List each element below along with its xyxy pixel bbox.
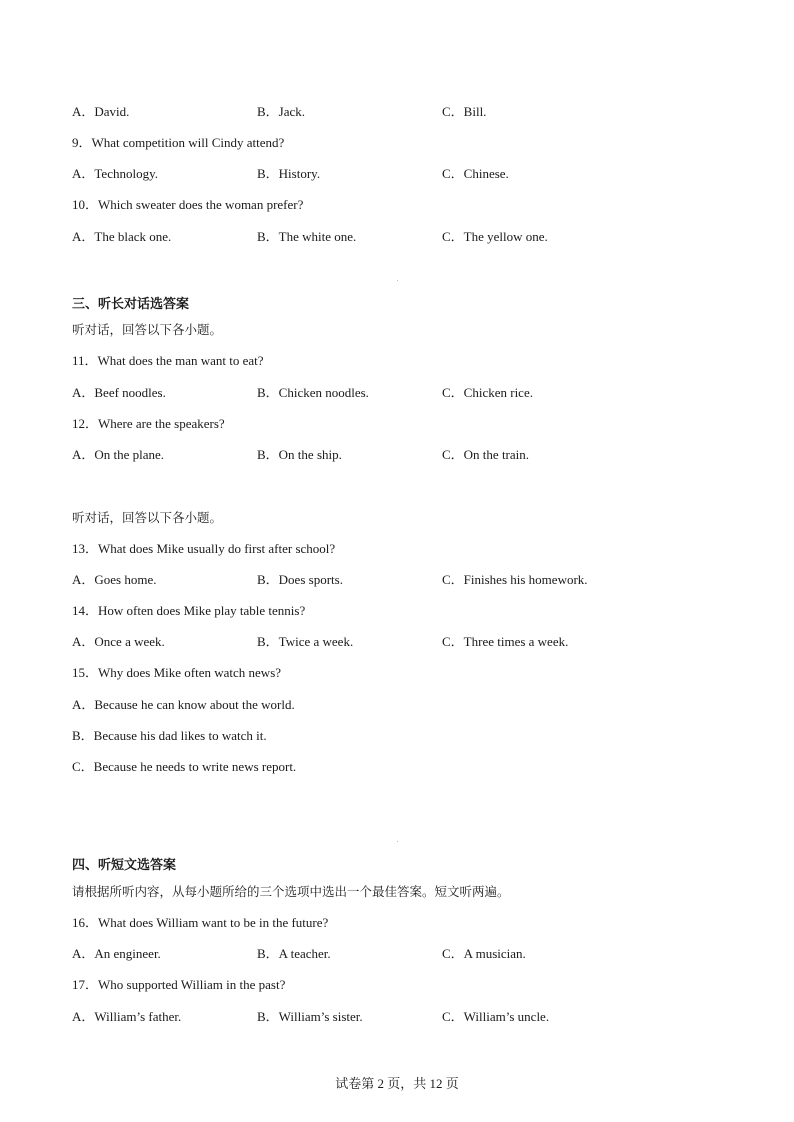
q10-option-c: C．The yellow one. — [442, 229, 548, 244]
section3-instruction-1: 听对话，回答以下各小题。 — [72, 322, 223, 337]
q12-option-b: B．On the ship. — [257, 447, 342, 462]
q15-question: 15．Why does Mike often watch news? — [72, 665, 282, 680]
q13-option-c: C．Finishes his homework. — [442, 572, 588, 587]
q9-option-c: C．Chinese. — [442, 166, 509, 181]
q16-option-b: B．A teacher. — [257, 946, 331, 961]
q9-question: 9．What competition will Cindy attend? — [72, 135, 285, 150]
q17-option-a: A．William’s father. — [72, 1009, 182, 1024]
q16-option-c: C．A musician. — [442, 946, 526, 961]
q8-option-a: A．David. — [72, 104, 130, 119]
q10-question: 10．Which sweater does the woman prefer? — [72, 197, 304, 212]
q15-option-b: B．Because his dad likes to watch it. — [72, 728, 267, 743]
q13-option-a: A．Goes home. — [72, 572, 157, 587]
q14-option-c: C．Three times a week. — [442, 634, 569, 649]
q11-option-b: B．Chicken noodles. — [257, 385, 369, 400]
q15-option-c: C．Because he needs to write news report. — [72, 759, 297, 774]
divider-dot — [397, 280, 398, 281]
q8-option-b: B．Jack. — [257, 104, 306, 119]
q9-option-b: B．History. — [257, 166, 321, 181]
q17-question: 17．Who supported William in the past? — [72, 977, 286, 992]
q11-question: 11．What does the man want to eat? — [72, 353, 264, 368]
q12-question: 12．Where are the speakers? — [72, 416, 225, 431]
divider-dot — [397, 841, 398, 842]
q10-option-a: A．The black one. — [72, 229, 172, 244]
q14-option-a: A．Once a week. — [72, 634, 165, 649]
section3-instruction-2: 听对话，回答以下各小题。 — [72, 510, 223, 525]
q14-question: 14．How often does Mike play table tennis? — [72, 603, 306, 618]
q12-option-a: A．On the plane. — [72, 447, 165, 462]
q8-option-c: C．Bill. — [442, 104, 487, 119]
q15-option-a: A．Because he can know about the world. — [72, 697, 295, 712]
section4-instruction: 请根据所听内容，从每小题所给的三个选项中选出一个最佳答案。短文听两遍。 — [72, 884, 510, 899]
q11-option-a: A．Beef noodles. — [72, 385, 166, 400]
section3-heading: 三、听长对话选答案 — [72, 297, 190, 312]
q17-option-c: C．William’s uncle. — [442, 1009, 550, 1024]
q16-option-a: A．An engineer. — [72, 946, 161, 961]
q13-option-b: B．Does sports. — [257, 572, 343, 587]
q14-option-b: B．Twice a week. — [257, 634, 354, 649]
q16-question: 16．What does William want to be in the future? — [72, 915, 329, 930]
q13-question: 13．What does Mike usually do first after school? — [72, 541, 336, 556]
q11-option-c: C．Chicken rice. — [442, 385, 533, 400]
page-footer: 试卷第 2 页，共 12 页 — [335, 1076, 459, 1091]
q17-option-b: B．William’s sister. — [257, 1009, 363, 1024]
q9-option-a: A．Technology. — [72, 166, 158, 181]
section4-heading: 四、听短文选答案 — [72, 858, 177, 873]
q10-option-b: B．The white one. — [257, 229, 357, 244]
q12-option-c: C．On the train. — [442, 447, 530, 462]
